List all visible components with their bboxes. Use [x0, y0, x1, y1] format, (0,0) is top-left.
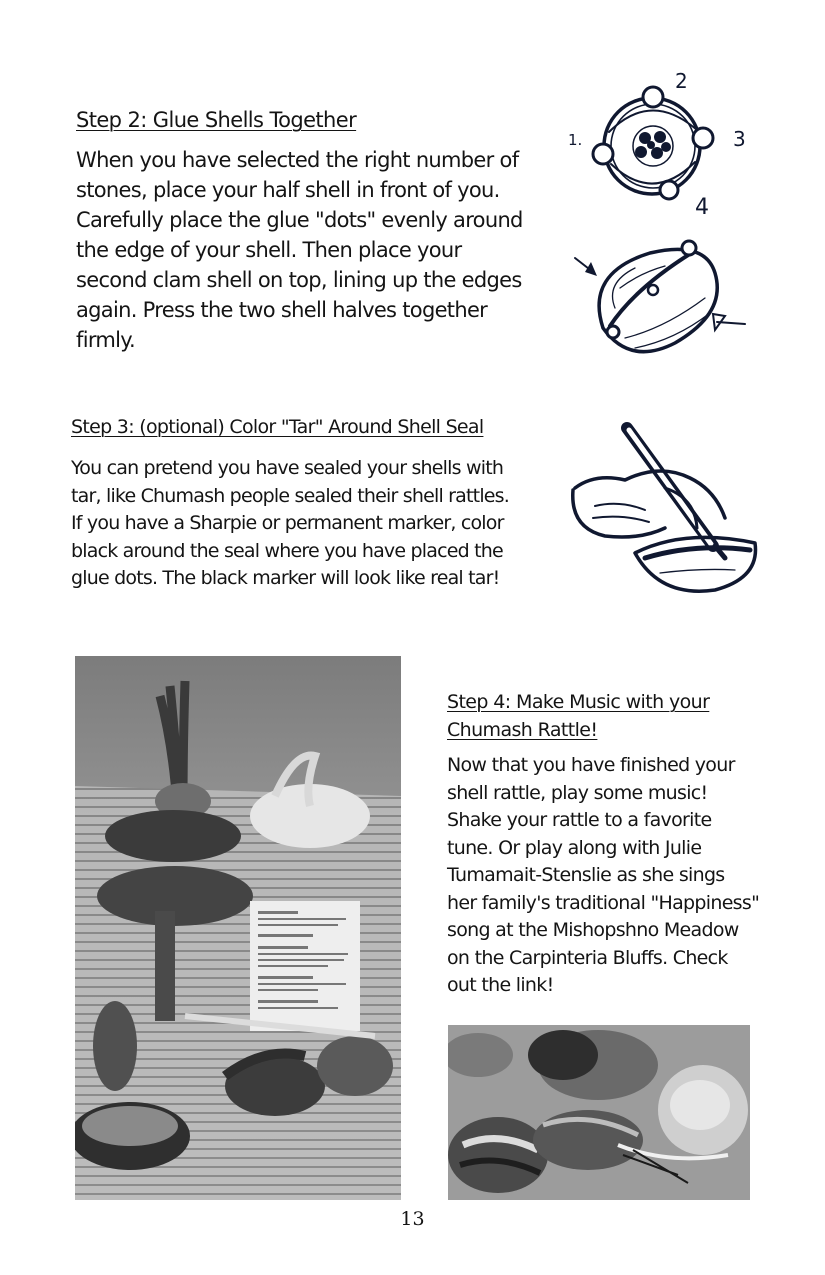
step-2-line: Carefully place the glue "dots" evenly around: [76, 208, 523, 232]
hand-marker-sketch: [565, 418, 770, 600]
sketch-label: 4: [695, 195, 709, 217]
step-4-line: shell rattle, play some music!: [447, 781, 708, 804]
step-4-line: Shake your rattle to a favorite: [447, 809, 712, 831]
step-2-line: firmly.: [76, 328, 135, 352]
step-4-line: song at the Mishopshno Meadow: [447, 919, 739, 941]
step-4-heading-line: Chumash Rattle!: [447, 719, 598, 741]
step-2-line: second clam shell on top, lining up the edges: [76, 268, 522, 292]
step-4-line: Tumamait-Stenslie as she sings: [447, 864, 725, 886]
step-2-heading: Step 2: Glue Shells Together: [76, 108, 357, 132]
shell-press-sketch: [565, 228, 755, 373]
page-number: 13: [400, 1208, 425, 1230]
step-2-line: again. Press the two shell halves together: [76, 298, 488, 322]
step-4-text: [447, 752, 760, 1000]
step-3-line: You can pretend you have sealed your shells with: [71, 457, 504, 479]
step-4-line: on the Carpinteria Bluffs. Check: [447, 946, 728, 969]
step-2-line: stones, place your half shell in front of you.: [76, 178, 500, 202]
step-2-line: the edge of your shell. Then place your: [76, 238, 462, 262]
step-3-line: tar, like Chumash people sealed their shell rattles.: [71, 484, 510, 507]
museum-rattles-photo: [75, 656, 401, 1200]
step-4-line: Now that you have finished your: [447, 754, 735, 776]
step-4-heading-line: Step 4: Make Music with your: [447, 691, 710, 713]
step-3-line: If you have a Sharpie or permanent marker, color: [71, 512, 504, 534]
step-3-heading: Step 3: (optional) Color "Tar" Around Shell Seal: [71, 416, 484, 438]
sketch-label: 1.: [568, 131, 583, 149]
sketch-label: 2: [675, 72, 688, 93]
step-4-line: tune. Or play along with Julie: [447, 836, 702, 859]
step-2-text: [76, 145, 546, 355]
sketch-label: 3: [733, 127, 746, 151]
step-4-line: her family's traditional "Happiness": [447, 891, 760, 914]
step-3-line: black around the seal where you have placed the: [71, 539, 503, 562]
step-3-line: glue dots. The black marker will look like real tar!: [71, 567, 500, 589]
shell-glue-dots-sketch: [565, 72, 755, 217]
step-3-text: [71, 455, 541, 593]
step-4-line: out the link!: [447, 974, 554, 996]
step-2-line: When you have selected the right number of: [76, 148, 519, 172]
painted-rattles-photo: [448, 1025, 750, 1200]
step-4-heading: [447, 688, 709, 744]
